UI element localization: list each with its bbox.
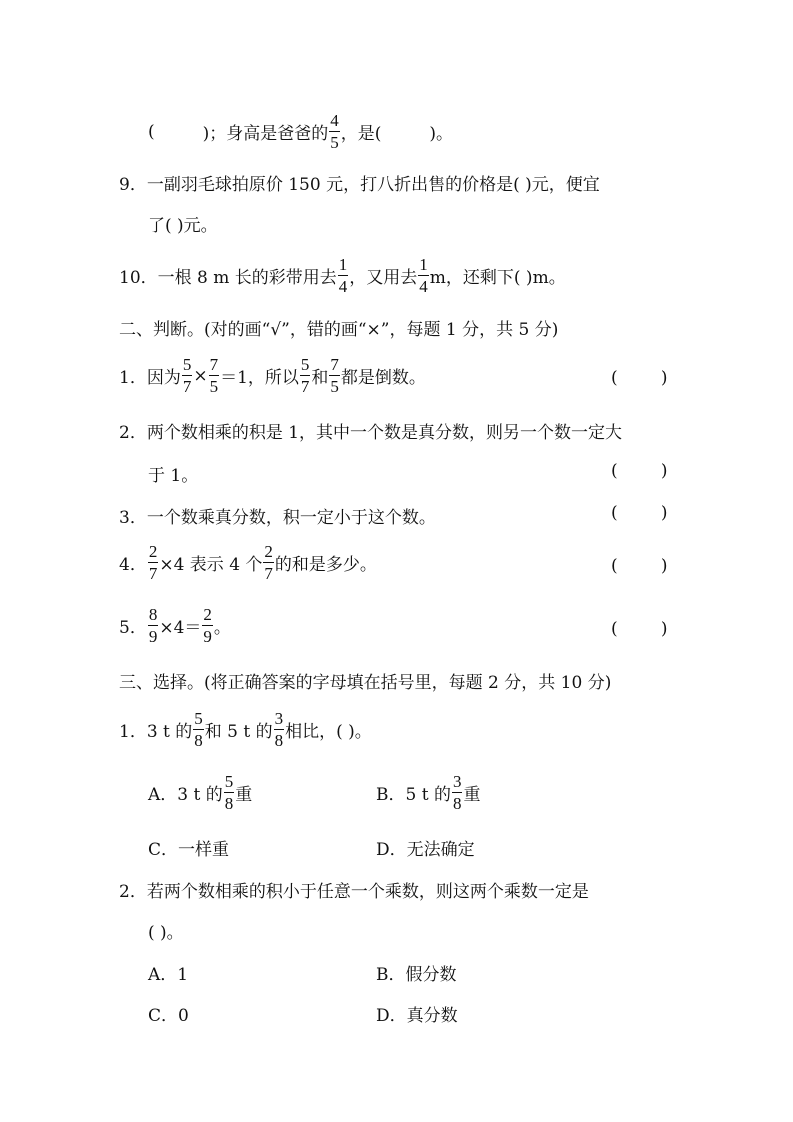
fraction: $\frac{5}{8}$ [194,709,203,750]
fraction: $\frac{2}{9}$ [203,605,212,646]
fraction: $\frac{3}{8}$ [452,772,462,813]
judge-item-5: 5． $\frac{8}{9}$ ×4＝ $\frac{2}{9}$ 。 [119,605,231,646]
fraction: $\frac{8}{9}$ [148,605,158,646]
choice-item-2-line1: 2．若两个数相乘的积小于任意一个乘数，则这两个乘数一定是 [119,882,589,902]
judge-item-2-line2: 于 1。 [148,466,199,486]
choice-item-1: 1．3 t 的 $\frac{5}{8}$ 和 5 t 的 $\frac{3}{8}$ 相比，( )。 [119,709,372,750]
judge-item-3: 3．一个数乘真分数，积一定小于这个数。 [119,508,436,528]
choice-1-option-d[interactable]: D．无法确定 [376,840,475,860]
text: )。 [429,124,454,144]
question-9-line2: 了( )元。 [148,216,218,236]
text: ，是( [340,124,382,144]
fraction: $\frac{5}{8}$ [224,772,234,813]
fraction: $\frac{7}{5}$ [209,355,219,396]
section-2-title: 二、判断。(对的画“√”，错的画“×”，每题 1 分，共 5 分) [119,320,559,340]
choice-2-option-b[interactable]: B．假分数 [376,965,457,985]
text: )；身高是爸爸的 [202,124,329,144]
choice-1-option-b[interactable]: B．5 t 的 $\frac{3}{8}$ 重 [376,772,481,813]
answer-paren-3[interactable]: ( ) [611,503,668,523]
fraction: $\frac{4}{5}$ [330,111,339,152]
answer-paren-2[interactable]: ( ) [611,461,668,481]
question-8-continuation [148,112,453,151]
choice-1-option-a[interactable]: A．3 t 的 $\frac{5}{8}$ 重 [148,772,253,813]
fraction: $\frac{5}{7}$ [182,355,192,396]
question-9-line1: 9．一副羽毛球拍原价 150 元，打八折出售的价格是( )元，便宜 [119,175,600,195]
fraction: $\frac{7}{5}$ [330,355,339,396]
answer-paren-4[interactable]: ( ) [611,556,668,576]
fraction: $\frac{2}{7}$ [148,542,158,583]
section-3-title: 三、选择。(将正确答案的字母填在括号里，每题 2 分，共 10 分) [119,673,612,693]
fraction: $\frac{1}{4}$ [419,255,428,296]
answer-paren-5[interactable]: ( ) [611,619,668,639]
judge-item-1: 1．因为 $\frac{5}{7}$ × $\frac{7}{5}$ ＝1，所以 $\frac{5}{7}$ 和 $\frac{7}{5}$ 都是倒数。 [119,355,426,396]
judge-item-4: 4． $\frac{2}{7}$ ×4 表示 4 个 $\frac{2}{7}$ 的和是多少。 [119,542,377,583]
choice-item-2-line2: ( )。 [148,923,184,943]
fraction: $\frac{5}{7}$ [300,355,310,396]
choice-2-option-c[interactable]: C．0 [148,1006,189,1026]
blank-paren-open: ( [148,121,155,142]
fraction: $\frac{2}{7}$ [264,542,273,583]
fraction: $\frac{3}{8}$ [274,709,284,750]
choice-2-option-a[interactable]: A．1 [148,965,189,985]
judge-item-2-line1: 2．两个数相乘的积是 1，其中一个数是真分数，则另一个数一定大 [119,423,623,443]
fraction: $\frac{1}{4}$ [338,255,348,296]
choice-1-option-c[interactable]: C．一样重 [148,840,230,860]
question-10: 10．一根 8 m 长的彩带用去 $\frac{1}{4}$ ，又用去 $\frac{1}{4}$ m，还剩下( )m。 [119,255,566,296]
answer-paren-1[interactable]: ( ) [611,368,668,388]
choice-2-option-d[interactable]: D．真分数 [376,1006,458,1026]
